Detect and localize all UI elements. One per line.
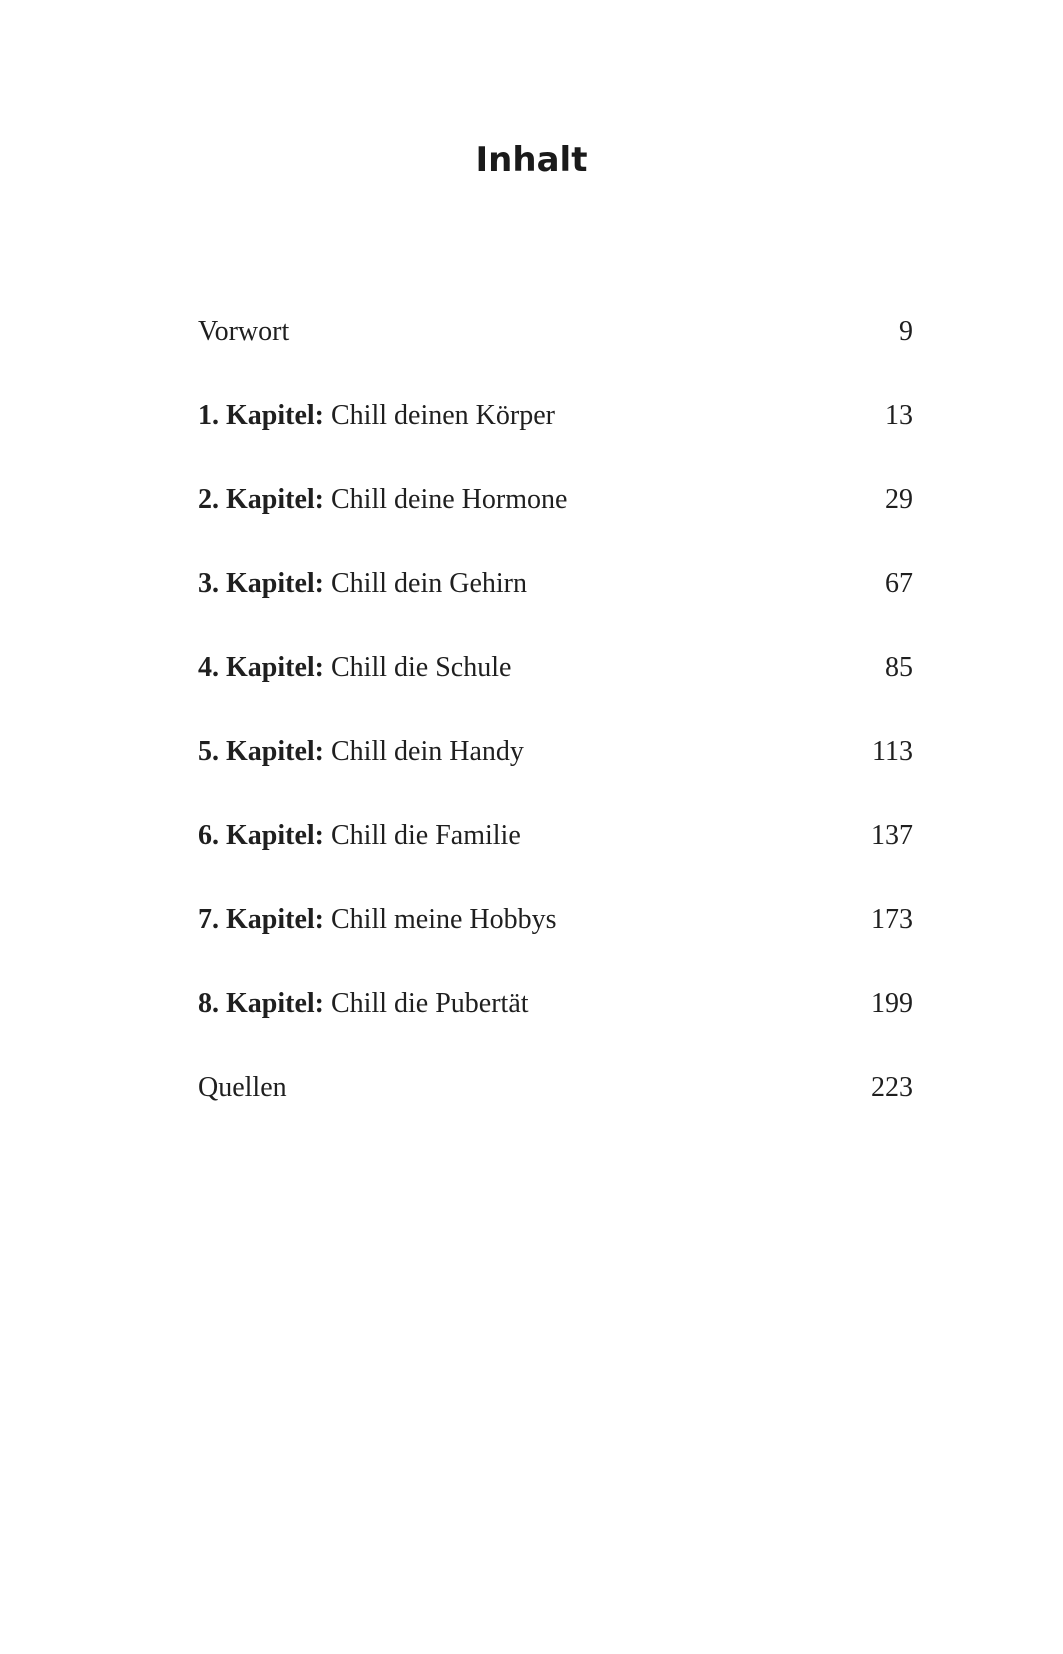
toc-entry-title: Chill dein Gehirn xyxy=(324,568,527,599)
toc-entry-title: Chill deine Hormone xyxy=(324,484,568,515)
toc-entry-title: Chill meine Hobbys xyxy=(324,904,557,935)
toc-entry-label xyxy=(198,900,557,940)
toc-entry-title: Chill die Familie xyxy=(324,820,521,851)
toc-entry-title: Chill deinen Körper xyxy=(324,400,555,431)
toc-entry-chapter-1 xyxy=(198,396,913,480)
toc-entry-title: Chill die Schule xyxy=(324,652,512,683)
toc-entry-title: Chill die Pubertät xyxy=(324,988,529,1019)
toc-page-number: 199 xyxy=(871,988,913,1019)
toc-entry-label xyxy=(198,1068,287,1108)
toc-entry-label xyxy=(198,564,527,604)
toc-page-number: 9 xyxy=(899,316,913,347)
toc-page-number: 85 xyxy=(885,652,913,683)
toc-entry-label xyxy=(198,648,511,688)
toc-entry-title: Chill dein Handy xyxy=(324,736,524,767)
chapter-prefix: 8. Kapitel: xyxy=(198,988,324,1019)
toc-entry-chapter-8 xyxy=(198,984,913,1068)
toc-page-number: 13 xyxy=(885,400,913,431)
toc-page-number: 67 xyxy=(885,568,913,599)
toc-entry-chapter-2 xyxy=(198,480,913,564)
toc-entry-chapter-3 xyxy=(198,564,913,648)
toc-entry-title: Vorwort xyxy=(198,316,290,347)
toc-entry-preface xyxy=(198,312,913,396)
chapter-prefix: 1. Kapitel: xyxy=(198,400,324,431)
toc-entry-label xyxy=(198,816,521,856)
chapter-prefix: 3. Kapitel: xyxy=(198,568,324,599)
toc-entry-chapter-6 xyxy=(198,816,913,900)
toc-page-number: 137 xyxy=(871,820,913,851)
page-title: Inhalt xyxy=(475,140,588,180)
table-of-contents xyxy=(198,312,913,1152)
chapter-prefix: 2. Kapitel: xyxy=(198,484,324,515)
toc-entry-chapter-5 xyxy=(198,732,913,816)
toc-page-number: 223 xyxy=(871,1072,913,1103)
toc-entry-label xyxy=(198,396,555,436)
toc-entry-label xyxy=(198,312,289,352)
toc-page-number: 29 xyxy=(885,484,913,515)
toc-entry-sources xyxy=(198,1068,913,1152)
chapter-prefix: 4. Kapitel: xyxy=(198,652,324,683)
toc-page-number: 113 xyxy=(872,736,913,767)
toc-entry-label xyxy=(198,732,524,772)
chapter-prefix: 6. Kapitel: xyxy=(198,820,324,851)
chapter-prefix: 7. Kapitel: xyxy=(198,904,324,935)
toc-page-number: 173 xyxy=(871,904,913,935)
toc-entry-chapter-7 xyxy=(198,900,913,984)
chapter-prefix: 5. Kapitel: xyxy=(198,736,324,767)
toc-entry-label xyxy=(198,984,529,1024)
toc-entry-chapter-4 xyxy=(198,648,913,732)
toc-entry-label xyxy=(198,480,567,520)
toc-entry-title: Quellen xyxy=(198,1072,287,1103)
